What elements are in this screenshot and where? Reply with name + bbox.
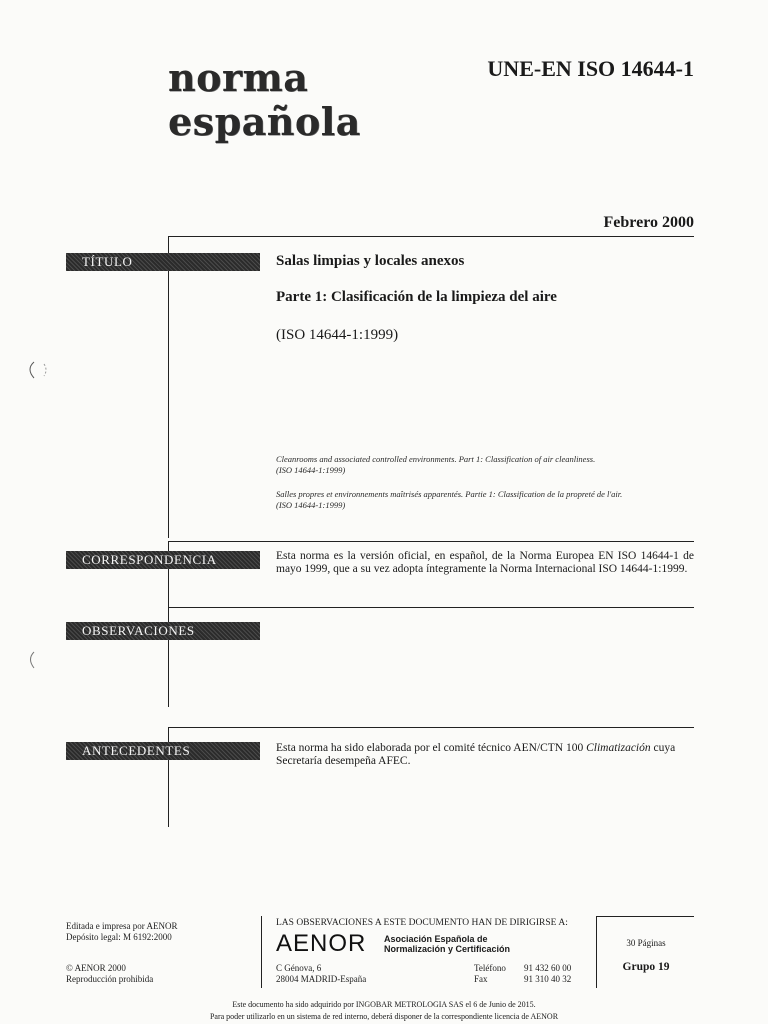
footer-publisher: [66, 921, 177, 943]
title-english: [276, 454, 694, 476]
footer-rights: [66, 963, 153, 985]
title-french: [276, 489, 694, 511]
title-french-text: Salles propres et environnements maîtrisés apparentés. Partie 1: Classification de la propreté de l'air.: [276, 489, 623, 499]
page-count: 30 Páginas: [626, 938, 666, 948]
divider-top: [168, 236, 694, 237]
footer-deposit: Depósito legal: M 6192:2000: [66, 932, 172, 942]
aenor-assoc-line2: Normalización y Certificación: [384, 944, 511, 954]
antecedentes-committee-name: Climatización: [586, 742, 651, 754]
aenor-association-name: [384, 934, 510, 954]
footer-divider-left: [261, 916, 262, 988]
license-notice-line2: Para poder utilizarlo en un sistema de red interno, deberá disponer de la correspondiente licencia de AENOR: [209, 1012, 559, 1021]
aenor-assoc-line1: Asociación Española de: [384, 934, 488, 944]
footer-observations-heading: LAS OBSERVACIONES A ESTE DOCUMENTO HAN DE DIRIGIRSE A:: [276, 918, 568, 928]
title-french-ref: (ISO 14644-1:1999): [276, 500, 346, 510]
publication-date: Febrero 2000: [603, 214, 694, 231]
label-observaciones: OBSERVACIONES: [66, 622, 260, 640]
aenor-logo: AENOR: [276, 930, 367, 957]
label-correspondencia: CORRESPONDENCIA: [66, 551, 260, 569]
footer-edited: Editada e impresa por AENOR: [66, 921, 178, 931]
title-spanish-line1: Salas limpias y locales anexos: [276, 253, 465, 269]
fax-label: Fax: [474, 974, 488, 984]
punch-hole-mark-bottom: [22, 650, 52, 670]
footer-address: [276, 963, 366, 985]
footer-box-top: [596, 916, 694, 917]
antecedentes-text-start: Esta norma ha sido elaborada por el comité técnico AEN/CTN 100: [276, 742, 587, 754]
punch-hole-mark-top: [22, 360, 52, 380]
phone-value: 91 432 60 00: [524, 963, 572, 973]
address-line2: 28004 MADRID-España: [276, 974, 367, 984]
title-line-2: española: [168, 99, 361, 144]
divider-titulo-vertical: [168, 236, 169, 538]
footer-contact-labels: [474, 963, 506, 985]
footer-divider-right: [596, 916, 597, 988]
divider-observaciones: [168, 607, 694, 608]
license-notice-line1: Este documento ha sido adquirido por INGOBAR METROLOGIA SAS el 6 de Junio de 2015.: [232, 1000, 536, 1009]
price-group: Grupo 19: [622, 961, 670, 973]
title-spanish-line2: Parte 1: Clasificación de la limpieza del aire: [276, 289, 557, 305]
title-english-ref: (ISO 14644-1:1999): [276, 465, 346, 475]
address-line1: C Génova, 6: [276, 963, 322, 973]
divider-antecedentes: [168, 727, 694, 728]
antecedentes-text-end: cuya Secretaría desempeña AFEC.: [276, 742, 676, 767]
phone-label: Teléfono: [474, 963, 506, 973]
divider-correspondencia: [168, 541, 694, 542]
title-english-text: Cleanrooms and associated controlled environments. Part 1: Classification of air cleanliness.: [276, 454, 596, 464]
label-antecedentes: ANTECEDENTES: [66, 742, 260, 760]
footer-contact-values: [524, 963, 571, 985]
correspondencia-text: Esta norma es la versión oficial, en español, de la Norma Europea EN ISO 14644-1 de mayo 1999, que a su vez adopta íntegramente la Norma Internacional ISO 14644-1:1999.: [276, 550, 694, 575]
footer-reproduction: Reproducción prohibida: [66, 974, 154, 984]
fax-value: 91 310 40 32: [524, 974, 572, 984]
label-titulo: TÍTULO: [66, 253, 260, 271]
title-line-1: norma: [168, 55, 309, 100]
antecedentes-text: [276, 742, 694, 768]
footer-copyright: © AENOR 2000: [66, 963, 126, 973]
standard-code: UNE-EN ISO 14644-1: [487, 56, 694, 81]
document-title: [168, 56, 361, 144]
title-iso-reference: (ISO 14644-1:1999): [276, 327, 399, 343]
